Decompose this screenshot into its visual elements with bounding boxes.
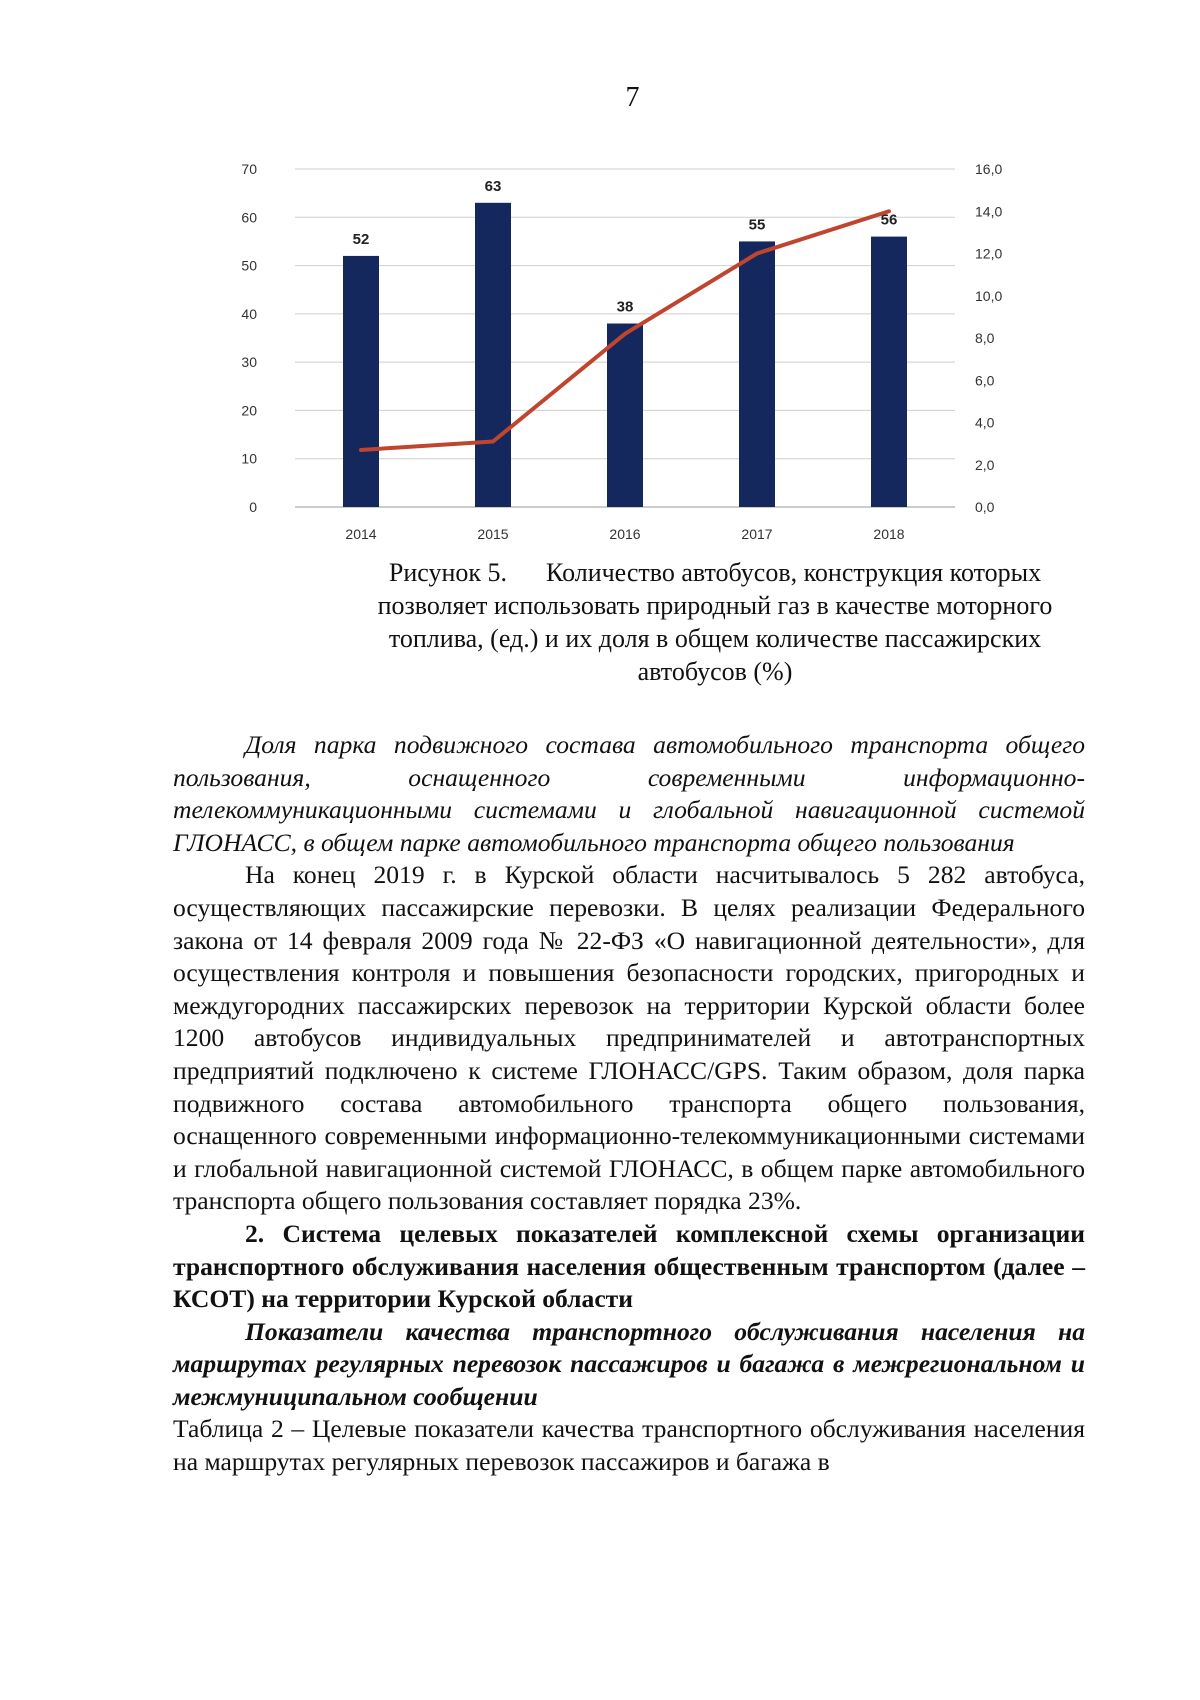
caption-label: Рисунок 5. [388, 558, 508, 587]
x-tick-label: 2018 [873, 526, 905, 542]
bar-data-label: 63 [484, 177, 502, 195]
y-right-tick-label: 2,0 [975, 456, 995, 473]
y-left-tick-label: 20 [241, 402, 257, 419]
y-left-tick-label: 40 [241, 305, 257, 322]
y-right-tick-label: 12,0 [975, 245, 1003, 262]
y-right-tick-label: 4,0 [975, 414, 995, 431]
chart-bar [475, 203, 511, 507]
chart-bar-data-labels [353, 178, 898, 316]
section-heading-glonass: Доля парка подвижного состава автомобильного транспорта общего пользования, оснащенного современными информационно-телекоммуникационными системами и глобальной навигационной системой ГЛОНАСС, в общем парке автомобильного транспорта общего пользования [173, 730, 1085, 857]
x-tick-label: 2017 [741, 526, 773, 542]
x-tick-label: 2014 [345, 526, 377, 542]
y-right-tick-label: 16,0 [975, 161, 1003, 177]
chart-bar [343, 256, 379, 507]
bar-data-label: 55 [748, 216, 766, 234]
caption-line-4: автобусов (%) [637, 657, 793, 686]
chart-bar [607, 324, 643, 507]
y-left-tick-label: 70 [241, 161, 257, 177]
chart-y-axis-left [241, 161, 257, 515]
paragraph-glonass: На конец 2019 г. в Курской области насчитывалось 5 282 автобуса, осуществляющих пассажирские перевозки. В целях реализации Федерального закона от 14 февраля 2009 года № 22-ФЗ «О навигационной деятельности», для осуществления контроля и повышения безопасности городских, пригородных и междугородних пассажирских перевозок на территории Курской области более 1200 автобусов индивидуальных предпринимателей и автотранспортных предприятий подключено к системе ГЛОНАСС/GPS. Таким образом, доля парка подвижного состава автомобильного транспорта общего пользования, оснащенного современными информационно-телекоммуникационными системами и глобальной навигационной системой ГЛОНАСС, в общем парке автомобильного транспорта общего пользования составляет порядка 23%. [173, 860, 1085, 1216]
chart-bar [739, 241, 775, 507]
caption-line-3: топлива, (ед.) и их доля в общем количестве пассажирских [388, 624, 1042, 653]
y-right-tick-label: 14,0 [975, 203, 1003, 220]
y-left-tick-label: 60 [241, 209, 257, 226]
figure-caption [320, 556, 1110, 688]
document-body [173, 729, 1085, 1479]
bar-data-label: 38 [616, 298, 634, 316]
caption-line-1 [320, 556, 1110, 589]
caption-text-1: Количество автобусов, конструкция которых [546, 558, 1042, 587]
page-number: 7 [625, 82, 640, 113]
table-caption: Таблица 2 – Целевые показатели качества транспортного обслуживания населения на маршрутах регулярных перевозок пассажиров и багажа в [173, 1414, 1085, 1477]
combo-chart [230, 145, 1060, 545]
y-right-tick-label: 0,0 [975, 499, 995, 515]
y-right-tick-label: 6,0 [975, 372, 995, 389]
chart-y-axis-right [975, 161, 1002, 515]
x-tick-label: 2016 [609, 526, 641, 542]
y-left-tick-label: 0 [249, 499, 257, 515]
chart-bars [343, 203, 907, 507]
chart-bar [871, 237, 907, 507]
y-left-tick-label: 50 [241, 257, 257, 274]
bar-data-label: 56 [880, 211, 898, 229]
y-right-tick-label: 8,0 [975, 330, 995, 346]
x-tick-label: 2015 [477, 526, 509, 542]
section-heading-ksot: 2. Система целевых показателей комплексной схемы организации транспортного обслуживания населения общественным транспортом (далее – КСОТ) на территории Курской области [173, 1218, 1085, 1314]
chart-x-axis [345, 526, 904, 542]
bar-data-label: 52 [352, 230, 370, 248]
subheading-quality: Показатели качества транспортного обслуживания населения на маршрутах регулярных перевозок пассажиров и багажа в межрегиональном и межмуниципальном сообщении [173, 1316, 1085, 1411]
y-right-tick-label: 10,0 [975, 287, 1003, 304]
y-left-tick-label: 10 [241, 450, 257, 467]
y-left-tick-label: 30 [241, 354, 257, 371]
caption-line-2: позволяет использовать природный газ в качестве моторного [377, 591, 1053, 620]
